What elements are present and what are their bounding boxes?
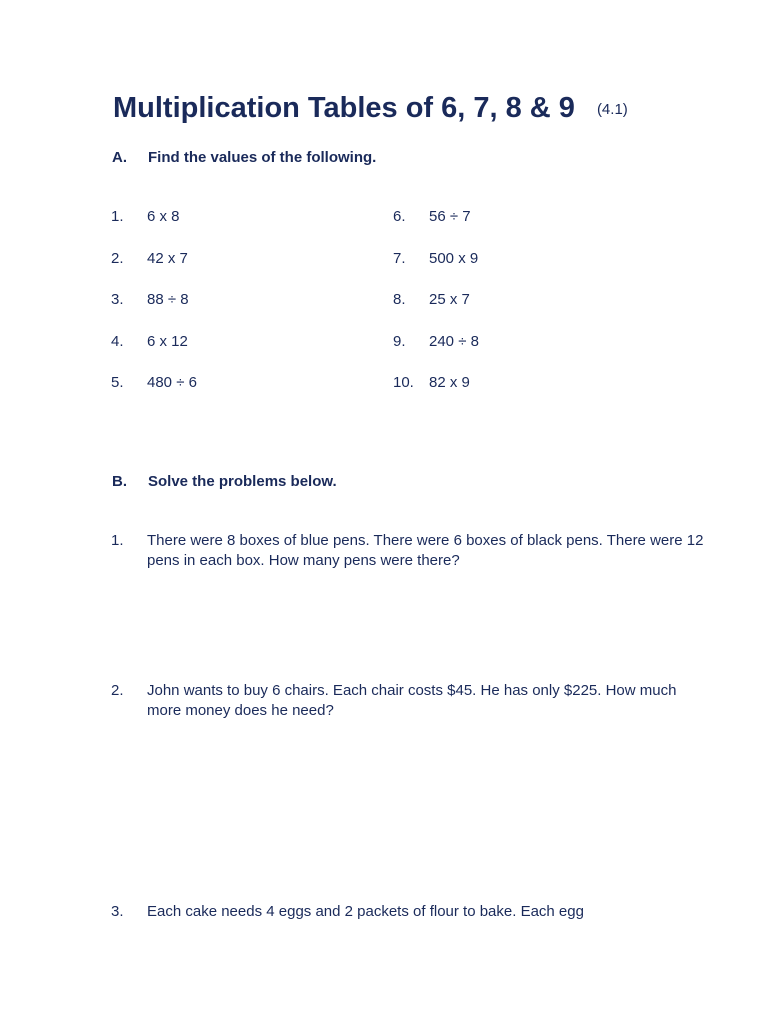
worksheet-title	[113, 92, 628, 125]
section-b-letter: B.	[112, 473, 127, 490]
exercise-number: 5.	[111, 374, 124, 391]
exercise-number: 4.	[111, 332, 124, 350]
problem-text: John wants to buy 6 chairs. Each chair costs $45. He has only $225. How much more money does he need?	[147, 682, 677, 719]
section-b-heading	[112, 473, 337, 490]
exercise-expression: 82 x 9	[429, 374, 470, 391]
exercise-item	[111, 208, 371, 250]
exercise-number: 3.	[111, 291, 124, 308]
exercise-item	[393, 333, 653, 375]
exercise-expression: 42 x 7	[147, 249, 188, 267]
problem-text: Each cake needs 4 eggs and 2 packets of flour to bake. Each egg	[147, 903, 584, 920]
word-problem	[111, 681, 711, 721]
exercise-item	[111, 333, 371, 375]
exercise-expression: 500 x 9	[429, 249, 479, 267]
exercise-item	[111, 374, 371, 416]
lesson-reference: (4.1)	[596, 101, 628, 118]
exercise-item	[393, 374, 653, 416]
exercise-expression: 240 ÷ 8	[429, 332, 479, 350]
exercise-expression: 56 ÷ 7	[429, 208, 471, 225]
exercise-item	[393, 250, 653, 292]
problem-text: There were 8 boxes of blue pens. There were 6 boxes of black pens. There were 12 pens in each box. How many pens were there?	[147, 532, 704, 569]
section-a-letter: A.	[112, 149, 127, 166]
exercise-item	[393, 291, 653, 333]
exercise-number: 1.	[111, 208, 124, 225]
exercise-item	[393, 208, 653, 250]
exercise-expression: 6 x 12	[147, 332, 188, 350]
exercise-expression: 25 x 7	[429, 291, 470, 308]
word-problem	[111, 531, 711, 571]
section-a-instruction: Find the values of the following.	[148, 149, 377, 166]
exercise-expression: 6 x 8	[147, 208, 180, 225]
exercise-number: 2.	[111, 249, 124, 267]
problem-number: 2.	[111, 682, 124, 699]
section-a-heading	[112, 149, 376, 166]
problem-number: 1.	[111, 532, 124, 549]
problem-number: 3.	[111, 903, 124, 920]
exercise-number: 8.	[393, 291, 406, 308]
exercise-item	[111, 250, 371, 292]
exercise-number: 7.	[393, 249, 406, 267]
exercise-number: 10.	[393, 374, 414, 391]
exercise-expression: 88 ÷ 8	[147, 291, 189, 308]
exercise-number: 9.	[393, 332, 406, 350]
section-a-right-column	[393, 208, 653, 416]
exercise-expression: 480 ÷ 6	[147, 374, 197, 391]
section-b-instruction: Solve the problems below.	[148, 473, 337, 490]
title-text: Multiplication Tables of 6, 7, 8 & 9	[113, 92, 575, 124]
word-problem	[111, 902, 711, 922]
exercise-number: 6.	[393, 208, 406, 225]
exercise-item	[111, 291, 371, 333]
section-a-left-column	[111, 208, 371, 416]
